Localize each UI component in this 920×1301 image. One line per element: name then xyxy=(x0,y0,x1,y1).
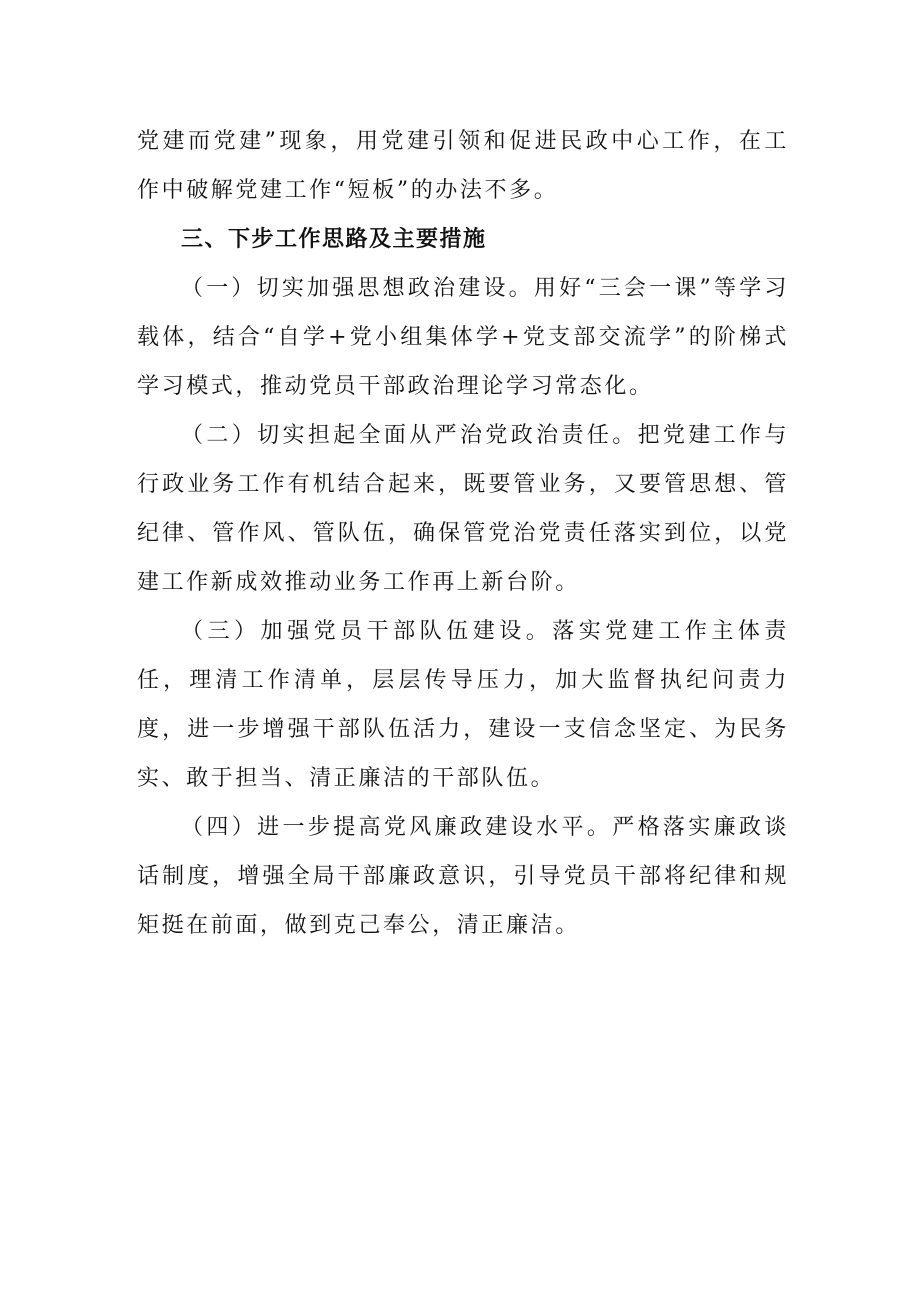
measure-item-1: （一）切实加强思想政治建设。用好“三会一课”等学习载体，结合“自学+党小组集体学+党支部交流学”的阶梯式学习模式，推动党员干部政治理论学习常态化。 xyxy=(137,276,789,399)
continuation-paragraph: 党建而党建”现象，用党建引领和促进民政中心工作，在工作中破解党建工作“短板”的办法不多。 xyxy=(137,129,789,203)
measure-item-3: （三）加强党员干部队伍建设。落实党建工作主体责任，理清工作清单，层层传导压力，加大监督执纪问责力度，进一步增强干部队伍活力，建设一支信念坚定、为民务实、敢于担当、清正廉洁的干部队伍。 xyxy=(137,619,789,791)
measure-item-2: （二）切实担起全面从严治党政治责任。把党建工作与行政业务工作有机结合起来，既要管业务，又要管思想、管纪律、管作风、管队伍，确保管党治党责任落实到位，以党建工作新成效推动业务工作再上新台阶。 xyxy=(137,423,789,595)
document-body xyxy=(137,117,789,950)
measure-item-4: （四）进一步提高党风廉政建设水平。严格落实廉政谈话制度，增强全局干部廉政意识，引导党员干部将纪律和规矩挺在前面，做到克己奉公，清正廉洁。 xyxy=(137,815,789,938)
section-heading: 三、下步工作思路及主要措施 xyxy=(181,227,487,252)
